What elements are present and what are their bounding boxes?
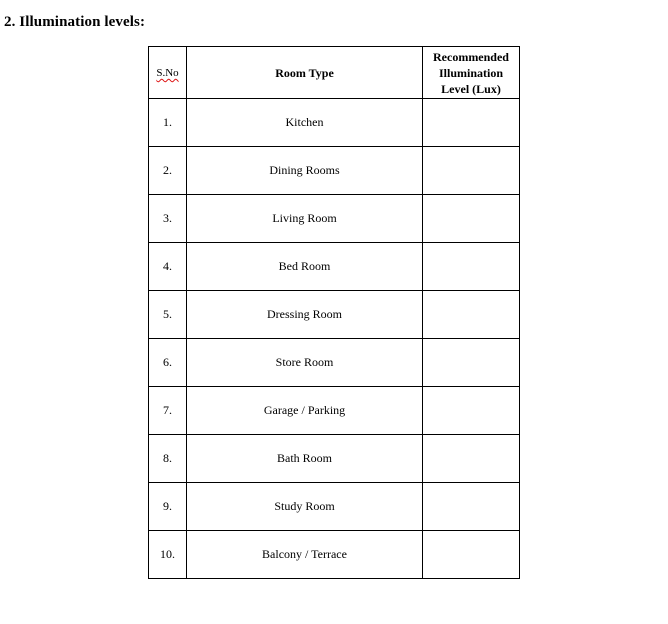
cell-lux[interactable] bbox=[423, 387, 520, 435]
table-row bbox=[149, 243, 520, 291]
section-title: 2. Illumination levels: bbox=[4, 14, 146, 30]
table-row bbox=[149, 147, 520, 195]
cell-sno: 3. bbox=[149, 195, 187, 243]
cell-lux[interactable] bbox=[423, 147, 520, 195]
cell-lux[interactable] bbox=[423, 195, 520, 243]
cell-room-type: Balcony / Terrace bbox=[187, 531, 423, 579]
cell-lux[interactable] bbox=[423, 291, 520, 339]
cell-room-type: Living Room bbox=[187, 195, 423, 243]
cell-lux[interactable] bbox=[423, 243, 520, 291]
cell-sno: 7. bbox=[149, 387, 187, 435]
cell-sno: 4. bbox=[149, 243, 187, 291]
cell-room-type: Dressing Room bbox=[187, 291, 423, 339]
cell-sno: 9. bbox=[149, 483, 187, 531]
table-row bbox=[149, 387, 520, 435]
cell-sno: 10. bbox=[149, 531, 187, 579]
cell-lux[interactable] bbox=[423, 531, 520, 579]
cell-sno: 1. bbox=[149, 99, 187, 147]
cell-room-type: Dining Rooms bbox=[187, 147, 423, 195]
cell-sno: 6. bbox=[149, 339, 187, 387]
table-row bbox=[149, 483, 520, 531]
cell-lux[interactable] bbox=[423, 99, 520, 147]
cell-lux[interactable] bbox=[423, 483, 520, 531]
cell-sno: 8. bbox=[149, 435, 187, 483]
cell-room-type: Store Room bbox=[187, 339, 423, 387]
cell-room-type: Study Room bbox=[187, 483, 423, 531]
cell-sno: 5. bbox=[149, 291, 187, 339]
cell-room-type: Bed Room bbox=[187, 243, 423, 291]
table-row bbox=[149, 99, 520, 147]
cell-room-type: Garage / Parking bbox=[187, 387, 423, 435]
cell-lux[interactable] bbox=[423, 339, 520, 387]
cell-room-type: Kitchen bbox=[187, 99, 423, 147]
table-row bbox=[149, 435, 520, 483]
illumination-table bbox=[148, 46, 520, 579]
table-header-row bbox=[149, 47, 520, 99]
header-room-type: Room Type bbox=[187, 47, 423, 99]
table-row bbox=[149, 339, 520, 387]
table-row bbox=[149, 291, 520, 339]
cell-room-type: Bath Room bbox=[187, 435, 423, 483]
cell-lux[interactable] bbox=[423, 435, 520, 483]
header-sno: S.No bbox=[149, 47, 187, 99]
header-recommended-illumination: Recommended Illumination Level (Lux) bbox=[423, 47, 520, 99]
table-row bbox=[149, 195, 520, 243]
table-row bbox=[149, 531, 520, 579]
cell-sno: 2. bbox=[149, 147, 187, 195]
